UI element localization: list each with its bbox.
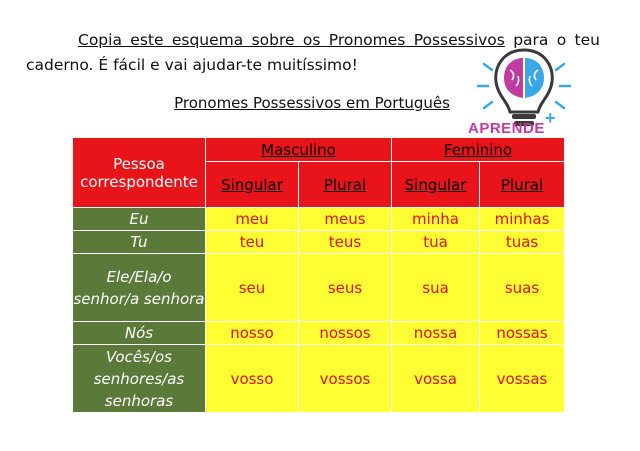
- person-cell: Nós: [73, 322, 206, 345]
- col-header: Plural: [480, 162, 565, 208]
- pronoun-cell: minha: [392, 208, 480, 231]
- pronoun-cell: vosso: [206, 345, 299, 413]
- table-row: [73, 345, 565, 413]
- pronoun-cell: teus: [299, 231, 392, 254]
- intro-highlight: Copia este esquema sobre os Pronomes Possessivos: [78, 31, 505, 49]
- header-pessoa: Pessoa correspondente: [73, 138, 206, 208]
- pronoun-cell: meus: [299, 208, 392, 231]
- pronoun-cell: tuas: [480, 231, 565, 254]
- header-masculino: Masculino: [206, 138, 392, 162]
- person-cell: Vocês/os senhores/as senhoras: [73, 345, 206, 413]
- logo-text: APRENDE: [468, 120, 545, 137]
- person-cell: Eu: [73, 208, 206, 231]
- person-cell: Tu: [73, 231, 206, 254]
- pronoun-cell: seu: [206, 254, 299, 322]
- pronoun-cell: seus: [299, 254, 392, 322]
- col-header: Singular: [206, 162, 299, 208]
- header-feminino: Feminino: [392, 138, 565, 162]
- table-row: [73, 231, 565, 254]
- pronoun-cell: suas: [480, 254, 565, 322]
- pronoun-cell: meu: [206, 208, 299, 231]
- person-cell: Ele/Ela/o senhor/a senhora: [73, 254, 206, 322]
- pronoun-cell: vossas: [480, 345, 565, 413]
- pronoun-cell: vossos: [299, 345, 392, 413]
- col-header: Plural: [299, 162, 392, 208]
- pronoun-cell: sua: [392, 254, 480, 322]
- logo-plus: +: [545, 108, 556, 128]
- page-title: Pronomes Possessivos em Português: [174, 94, 450, 112]
- table-row: [73, 254, 565, 322]
- pronoun-cell: tua: [392, 231, 480, 254]
- intro-rest: para o teu caderno. É fácil e vai ajudar-te muitíssimo!: [26, 31, 600, 74]
- possessive-pronouns-table: [72, 137, 565, 413]
- pronoun-cell: nossos: [299, 322, 392, 345]
- pronoun-cell: nossa: [392, 322, 480, 345]
- pronoun-cell: teu: [206, 231, 299, 254]
- col-header: Singular: [392, 162, 480, 208]
- pronoun-cell: nosso: [206, 322, 299, 345]
- table-row: [73, 208, 565, 231]
- pronoun-cell: minhas: [480, 208, 565, 231]
- pronoun-cell: vossa: [392, 345, 480, 413]
- pronoun-cell: nossas: [480, 322, 565, 345]
- table-row: [73, 322, 565, 345]
